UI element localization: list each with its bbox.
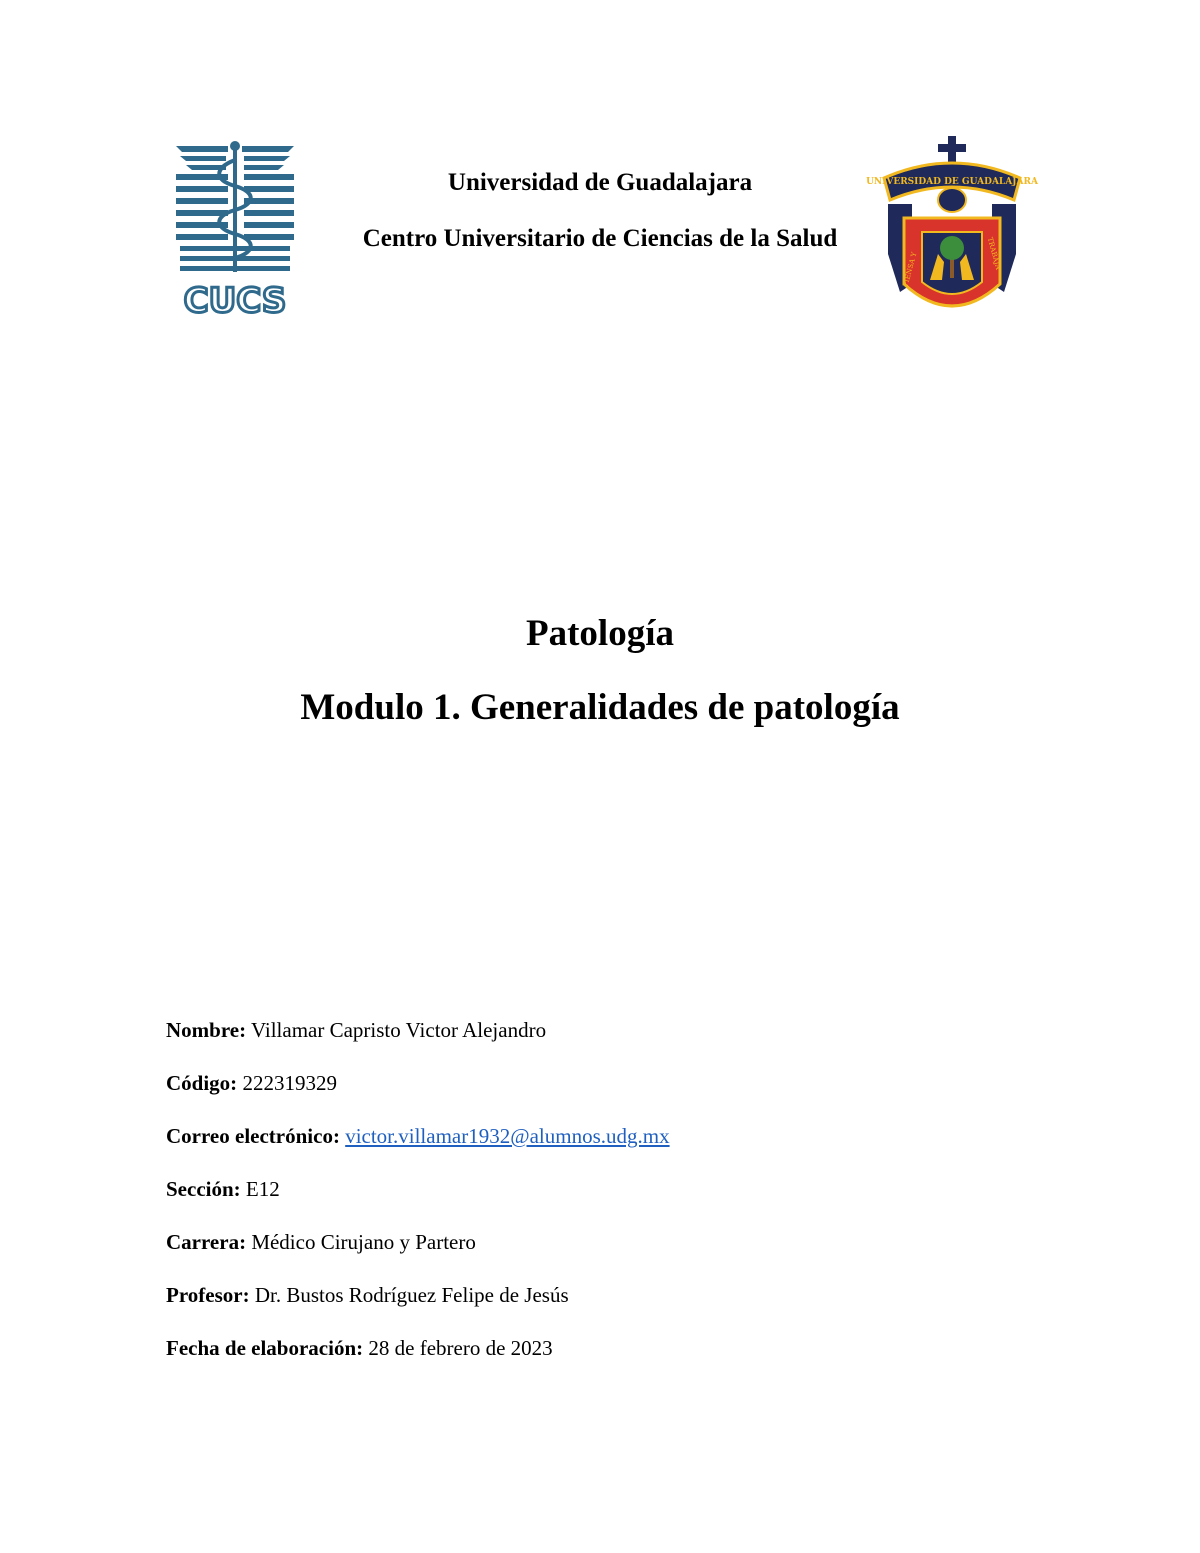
info-correo <box>166 1124 670 1149</box>
info-codigo-value: 222319329 <box>242 1071 337 1095</box>
university-name: Universidad de Guadalajara <box>447 169 753 196</box>
info-nombre-value: Villamar Capristo Victor Alejandro <box>250 1018 547 1042</box>
udg-motto-right: TRABAJA <box>985 236 1003 271</box>
info-correo-label: Correo electrónico: <box>166 1124 340 1148</box>
udg-motto-left: PIENSA Y <box>901 251 919 288</box>
info-codigo-label: Código: <box>166 1071 238 1095</box>
info-seccion-value: E12 <box>245 1177 280 1201</box>
module-title: Modulo 1. Generalidades de patología <box>300 687 900 728</box>
cucs-logo-text: CUCS <box>183 281 287 321</box>
info-seccion <box>166 1177 280 1202</box>
info-profesor-label: Profesor: <box>166 1283 250 1307</box>
info-carrera <box>166 1230 476 1255</box>
info-carrera-label: Carrera: <box>166 1230 247 1254</box>
info-fecha-label: Fecha de elaboración: <box>166 1336 364 1360</box>
info-nombre <box>166 1018 546 1043</box>
info-codigo <box>166 1071 337 1096</box>
email-link[interactable]: victor.villamar1932@alumnos.udg.mx <box>345 1124 670 1148</box>
info-fecha <box>166 1336 553 1361</box>
info-profesor-value: Dr. Bustos Rodríguez Felipe de Jesús <box>254 1283 569 1307</box>
info-carrera-value: Médico Cirujano y Partero <box>251 1230 476 1254</box>
info-nombre-label: Nombre: <box>166 1018 247 1042</box>
subject-title: Patología <box>526 613 674 654</box>
info-seccion-label: Sección: <box>166 1177 241 1201</box>
udg-banner-text: UNIVERSIDAD DE GUADALAJARA <box>866 177 1038 187</box>
info-profesor <box>166 1283 569 1308</box>
center-name: Centro Universitario de Ciencias de la Salud <box>362 225 838 252</box>
info-fecha-value: 28 de febrero de 2023 <box>368 1336 553 1360</box>
